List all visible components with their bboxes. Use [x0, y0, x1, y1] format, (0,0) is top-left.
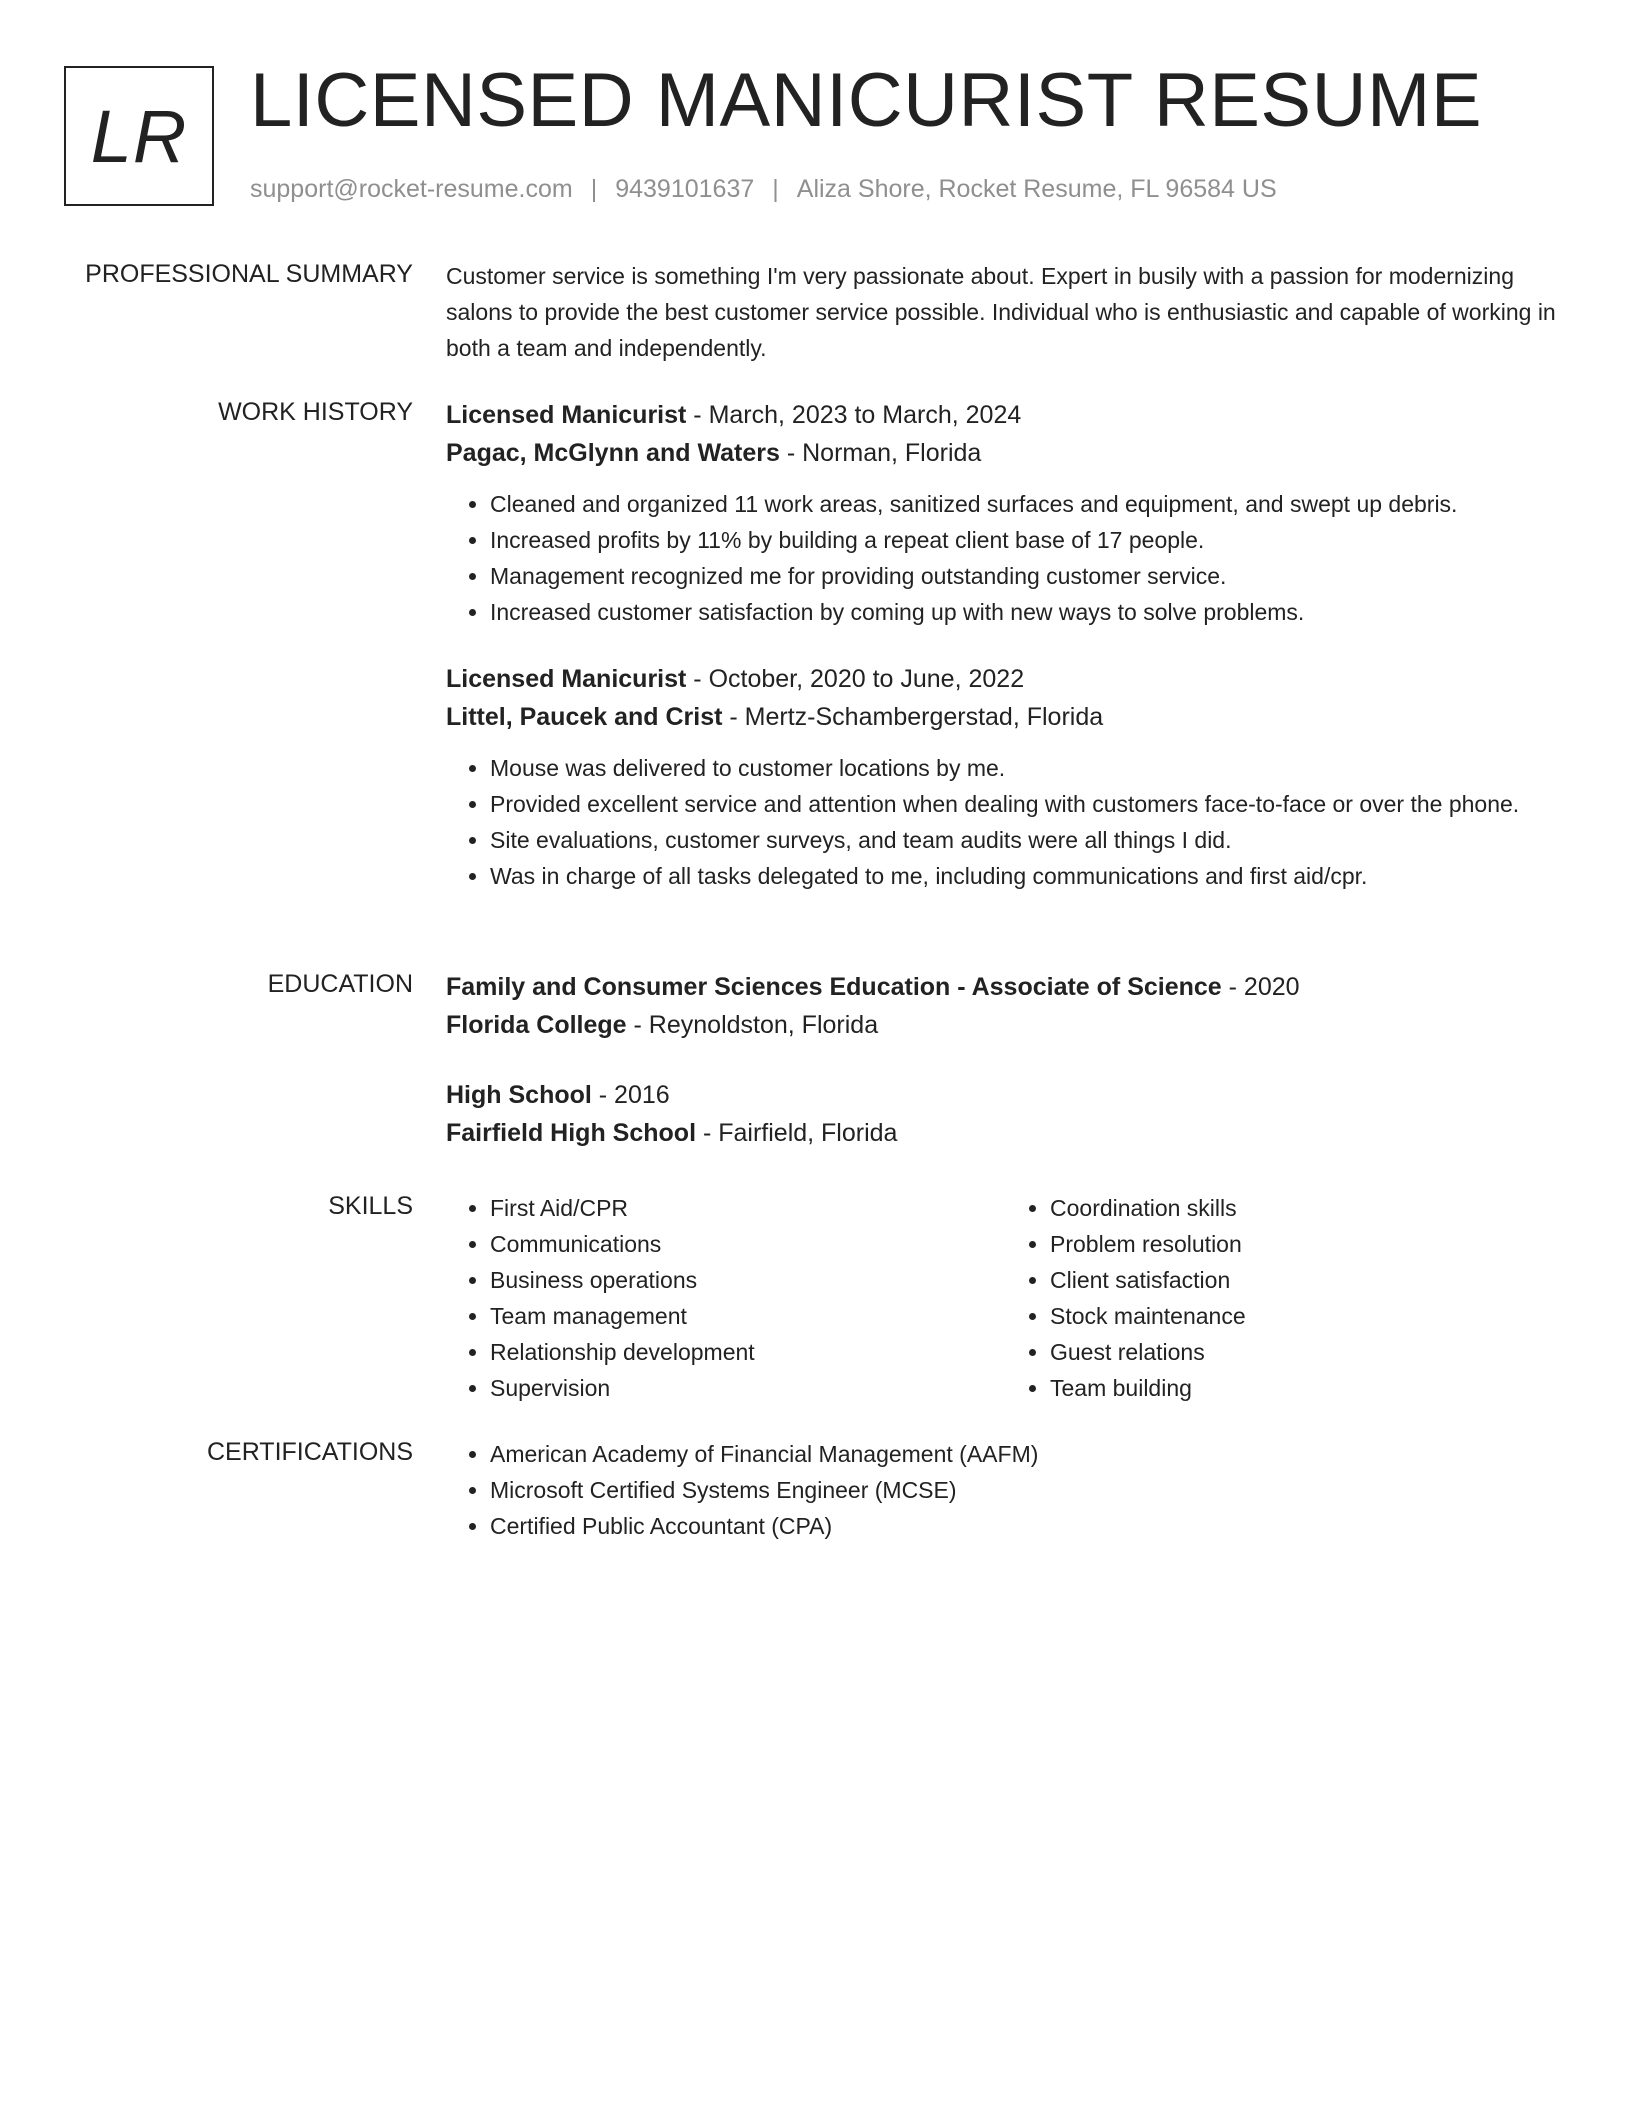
job-company: Littel, Paucek and Crist	[446, 703, 723, 731]
section-label-skills: SKILLS	[328, 1192, 413, 1220]
job-title: Licensed Manicurist	[446, 401, 687, 429]
list-item: • Microsoft Certified Systems Engineer (MCSE)	[490, 1472, 1566, 1508]
skills-list-right	[1006, 1190, 1566, 1406]
section-label-certifications: CERTIFICATIONS	[206, 1438, 413, 1466]
list-item: • Supervision	[490, 1370, 1006, 1406]
contact-line	[250, 174, 1277, 204]
degree: High School	[446, 1081, 592, 1109]
contact-address: Aliza Shore, Rocket Resume, FL 96584 US	[796, 175, 1277, 203]
list-item: • Increased customer satisfaction by coming up with new ways to solve problems.	[490, 594, 1566, 630]
degree-year: - 2016	[591, 1081, 670, 1109]
resume-title: LICENSED MANICURIST RESUME	[250, 58, 1483, 143]
school-location: - Fairfield, Florida	[696, 1119, 898, 1147]
contact-separator: |	[772, 175, 779, 203]
job-location: - Mertz-Schambergerstad, Florida	[722, 703, 1104, 731]
list-item: • Cleaned and organized 11 work areas, sanitized surfaces and equipment, and swept up debris.	[490, 486, 1566, 522]
contact-phone: 9439101637	[615, 175, 755, 203]
school-line	[446, 1006, 1566, 1044]
list-item: • Communications	[490, 1226, 1006, 1262]
certifications-body	[446, 1436, 1566, 1544]
monogram-logo: LR	[64, 66, 214, 206]
contact-separator: |	[590, 175, 598, 203]
job-entry	[446, 660, 1566, 894]
list-item: • Stock maintenance	[1050, 1298, 1566, 1334]
school: Fairfield High School	[446, 1119, 697, 1147]
summary-text: Customer service is something I'm very passionate about. Expert in busily with a passion for modernizing salons to provide the best customer service possible. Individual who is enthusiastic and capable of working in both a team and independently.	[446, 263, 1556, 361]
school: Florida College	[446, 1011, 627, 1039]
list-item: • Mouse was delivered to customer locations by me.	[490, 750, 1566, 786]
contact-email: support@rocket-resume.com	[250, 175, 573, 203]
list-item: • Relationship development	[490, 1334, 1006, 1370]
job-location: - Norman, Florida	[779, 439, 982, 467]
list-item: • Business operations	[490, 1262, 1006, 1298]
section-label-work-history: WORK HISTORY	[218, 398, 413, 426]
list-item: • Client satisfaction	[1050, 1262, 1566, 1298]
list-item: • American Academy of Financial Management (AAFM)	[490, 1436, 1566, 1472]
job-company-line	[446, 434, 1566, 472]
list-item: • Coordination skills	[1050, 1190, 1566, 1226]
list-item: • Site evaluations, customer surveys, and team audits were all things I did.	[490, 822, 1566, 858]
list-item: • Increased profits by 11% by building a repeat client base of 17 people.	[490, 522, 1566, 558]
degree-year: - 2020	[1221, 973, 1300, 1001]
list-item: • Management recognized me for providing outstanding customer service.	[490, 558, 1566, 594]
degree-line	[446, 968, 1566, 1006]
list-item: • Provided excellent service and attention when dealing with customers face-to-face or over the phone.	[490, 786, 1566, 822]
list-item: • First Aid/CPR	[490, 1190, 1006, 1226]
school-location: - Reynoldston, Florida	[626, 1011, 879, 1039]
certifications-list	[446, 1436, 1566, 1544]
job-title-line	[446, 660, 1566, 698]
degree: Family and Consumer Sciences Education - Associate of Science	[446, 973, 1222, 1001]
summary-body	[446, 258, 1566, 366]
degree-line	[446, 1076, 1566, 1114]
job-bullets	[446, 486, 1566, 630]
list-item: • Guest relations	[1050, 1334, 1566, 1370]
skills-grid	[446, 1190, 1566, 1406]
education-entry	[446, 1076, 1566, 1152]
skills-body	[446, 1190, 1566, 1406]
list-item: • Team building	[1050, 1370, 1566, 1406]
school-line	[446, 1114, 1566, 1152]
job-bullets	[446, 750, 1566, 894]
job-title-line	[446, 396, 1566, 434]
job-company: Pagac, McGlynn and Waters	[446, 439, 780, 467]
education-entry	[446, 968, 1566, 1044]
job-company-line	[446, 698, 1566, 736]
education-body	[446, 968, 1566, 1152]
job-title: Licensed Manicurist	[446, 665, 687, 693]
list-item: • Problem resolution	[1050, 1226, 1566, 1262]
work-history-body	[446, 396, 1566, 894]
list-item: • Certified Public Accountant (CPA)	[490, 1508, 1566, 1544]
list-item: • Team management	[490, 1298, 1006, 1334]
section-label-education: EDUCATION	[267, 970, 413, 998]
list-item: • Was in charge of all tasks delegated to me, including communications and first aid/cpr.	[490, 858, 1566, 894]
job-dates: - October, 2020 to June, 2022	[686, 665, 1025, 693]
job-entry	[446, 396, 1566, 630]
skills-list-left	[446, 1190, 1006, 1406]
section-label-summary: PROFESSIONAL SUMMARY	[85, 260, 413, 288]
job-dates: - March, 2023 to March, 2024	[686, 401, 1022, 429]
